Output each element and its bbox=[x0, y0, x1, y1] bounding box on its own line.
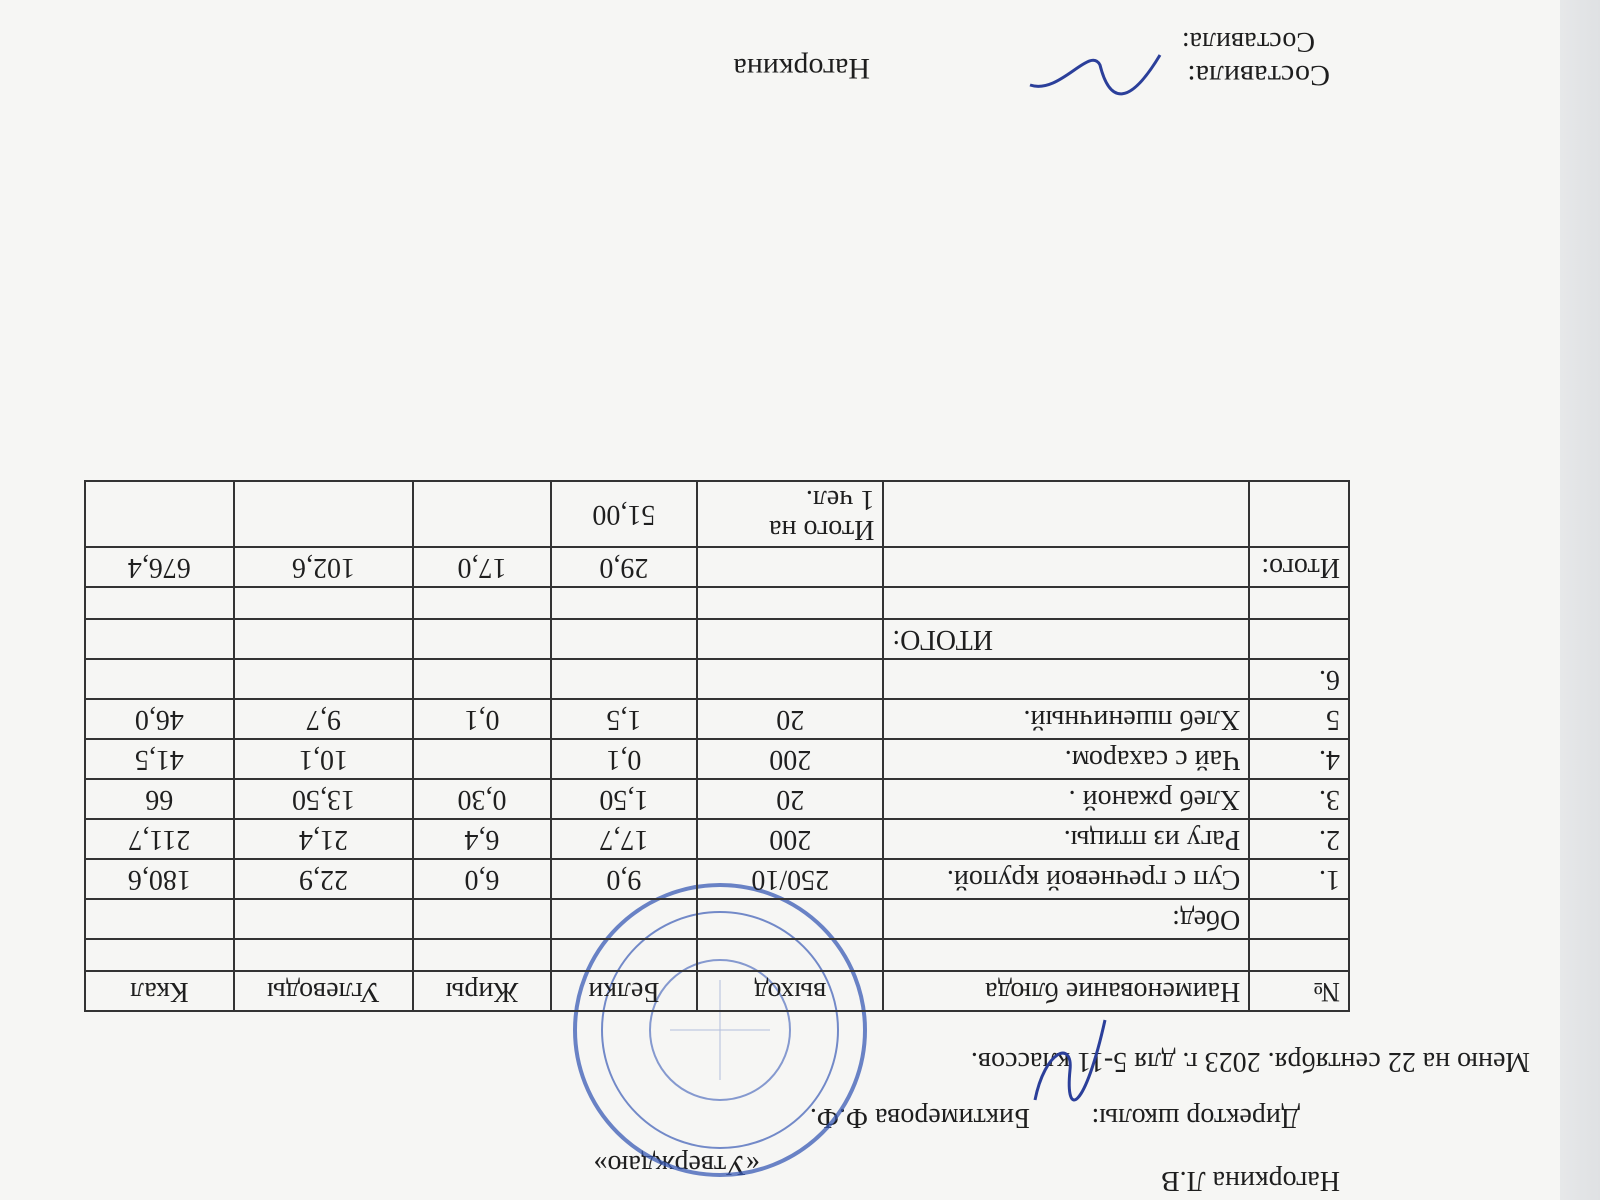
compiler-signature bbox=[1020, 35, 1170, 115]
dish-fat bbox=[413, 739, 550, 779]
dish-carbs: 9,7 bbox=[234, 699, 414, 739]
top-compiled-by-name: Нагоркина Л.В bbox=[1160, 1165, 1340, 1196]
dish-name: Суп с гречневой крупой. bbox=[883, 859, 1249, 899]
row-number: 3. bbox=[1249, 779, 1349, 819]
dish-carbs: 13,50 bbox=[234, 779, 414, 819]
dish-name: Рагу из птицы. bbox=[883, 819, 1249, 859]
director-signature bbox=[1025, 1010, 1115, 1130]
total-fat: 17,0 bbox=[413, 547, 550, 587]
table-row bbox=[85, 699, 1349, 739]
approve-heading: «Утверждаю» bbox=[593, 1149, 760, 1180]
dish-kcal: 180,6 bbox=[85, 859, 234, 899]
row-number: 6. bbox=[1249, 659, 1349, 699]
dish-kcal: 211,7 bbox=[85, 819, 234, 859]
dish-fat: 0,1 bbox=[413, 699, 550, 739]
dish-protein: 17,7 bbox=[551, 819, 697, 859]
dish-name: Хлеб ржаной . bbox=[883, 779, 1249, 819]
dish-output: 200 bbox=[697, 739, 883, 779]
per-person-label-line2: 1 чел. bbox=[805, 484, 875, 515]
dish-protein: 9,0 bbox=[551, 859, 697, 899]
table-row bbox=[85, 819, 1349, 859]
dish-name: Чай с сахаром. bbox=[883, 739, 1249, 779]
col-header-protein: Белки bbox=[551, 971, 697, 1011]
dish-output: 20 bbox=[697, 779, 883, 819]
dish-kcal: 66 bbox=[85, 779, 234, 819]
per-person-label-line1: Итого на bbox=[769, 514, 875, 545]
total-label: Итого: bbox=[1249, 547, 1349, 587]
dish-output: 250/10 bbox=[697, 859, 883, 899]
dish-fat: 6,4 bbox=[413, 819, 550, 859]
dish-kcal: 46,0 bbox=[85, 699, 234, 739]
table-row bbox=[85, 939, 1349, 971]
compiled-by-label: Составила: bbox=[1187, 59, 1330, 92]
director-name: Биктимерова Ф.Ф. bbox=[809, 1102, 1030, 1133]
dish-output: 200 bbox=[697, 819, 883, 859]
col-header-fat: Жиры bbox=[413, 971, 550, 1011]
dish-protein: 0,1 bbox=[551, 739, 697, 779]
col-header-carbs: Углеводы bbox=[234, 971, 414, 1011]
per-person-value: 51,00 bbox=[551, 481, 697, 547]
dish-fat: 6,0 bbox=[413, 859, 550, 899]
table-row bbox=[85, 859, 1349, 899]
col-header-number: № bbox=[1249, 971, 1349, 1011]
dish-carbs: 21,4 bbox=[234, 819, 414, 859]
table-row bbox=[85, 779, 1349, 819]
director-label: Директор школы: bbox=[1091, 1102, 1300, 1133]
dish-carbs: 10,1 bbox=[234, 739, 414, 779]
menu-table bbox=[84, 480, 1350, 1012]
subtotal-label: ИТОГО: bbox=[883, 619, 1249, 659]
per-person-row bbox=[85, 481, 1349, 547]
dish-name: Хлеб пшеничный. bbox=[883, 699, 1249, 739]
table-row bbox=[85, 739, 1349, 779]
menu-title: Меню на 22 сентября. 2023 г. для 5-11 классов. bbox=[970, 1046, 1530, 1077]
per-person-label bbox=[697, 481, 883, 547]
total-carbs: 102,6 bbox=[234, 547, 414, 587]
dish-fat: 0,30 bbox=[413, 779, 550, 819]
top-compiled-by-label: Составила: bbox=[1181, 26, 1315, 57]
dish-kcal: 41,5 bbox=[85, 739, 234, 779]
dish-carbs: 22,9 bbox=[234, 859, 414, 899]
row-number: 2. bbox=[1249, 819, 1349, 859]
row-number: 4. bbox=[1249, 739, 1349, 779]
dish-protein: 1,5 bbox=[551, 699, 697, 739]
row-number: 1. bbox=[1249, 859, 1349, 899]
table-row bbox=[85, 899, 1349, 939]
totals-row bbox=[85, 547, 1349, 587]
col-header-name: Наименование блюда bbox=[883, 971, 1249, 1011]
col-header-kcal: Ккал bbox=[85, 971, 234, 1011]
compiled-by-name: Нагоркина bbox=[733, 52, 870, 85]
col-header-output: выход bbox=[697, 971, 883, 1011]
table-row bbox=[85, 619, 1349, 659]
table-row bbox=[85, 587, 1349, 619]
section-label: Обед: bbox=[883, 899, 1249, 939]
dish-output: 20 bbox=[697, 699, 883, 739]
total-kcal: 676,4 bbox=[85, 547, 234, 587]
total-protein: 29,0 bbox=[551, 547, 697, 587]
dish-protein: 1,50 bbox=[551, 779, 697, 819]
table-row bbox=[85, 659, 1349, 699]
table-header-row bbox=[85, 971, 1349, 1011]
row-number: 5 bbox=[1249, 699, 1349, 739]
